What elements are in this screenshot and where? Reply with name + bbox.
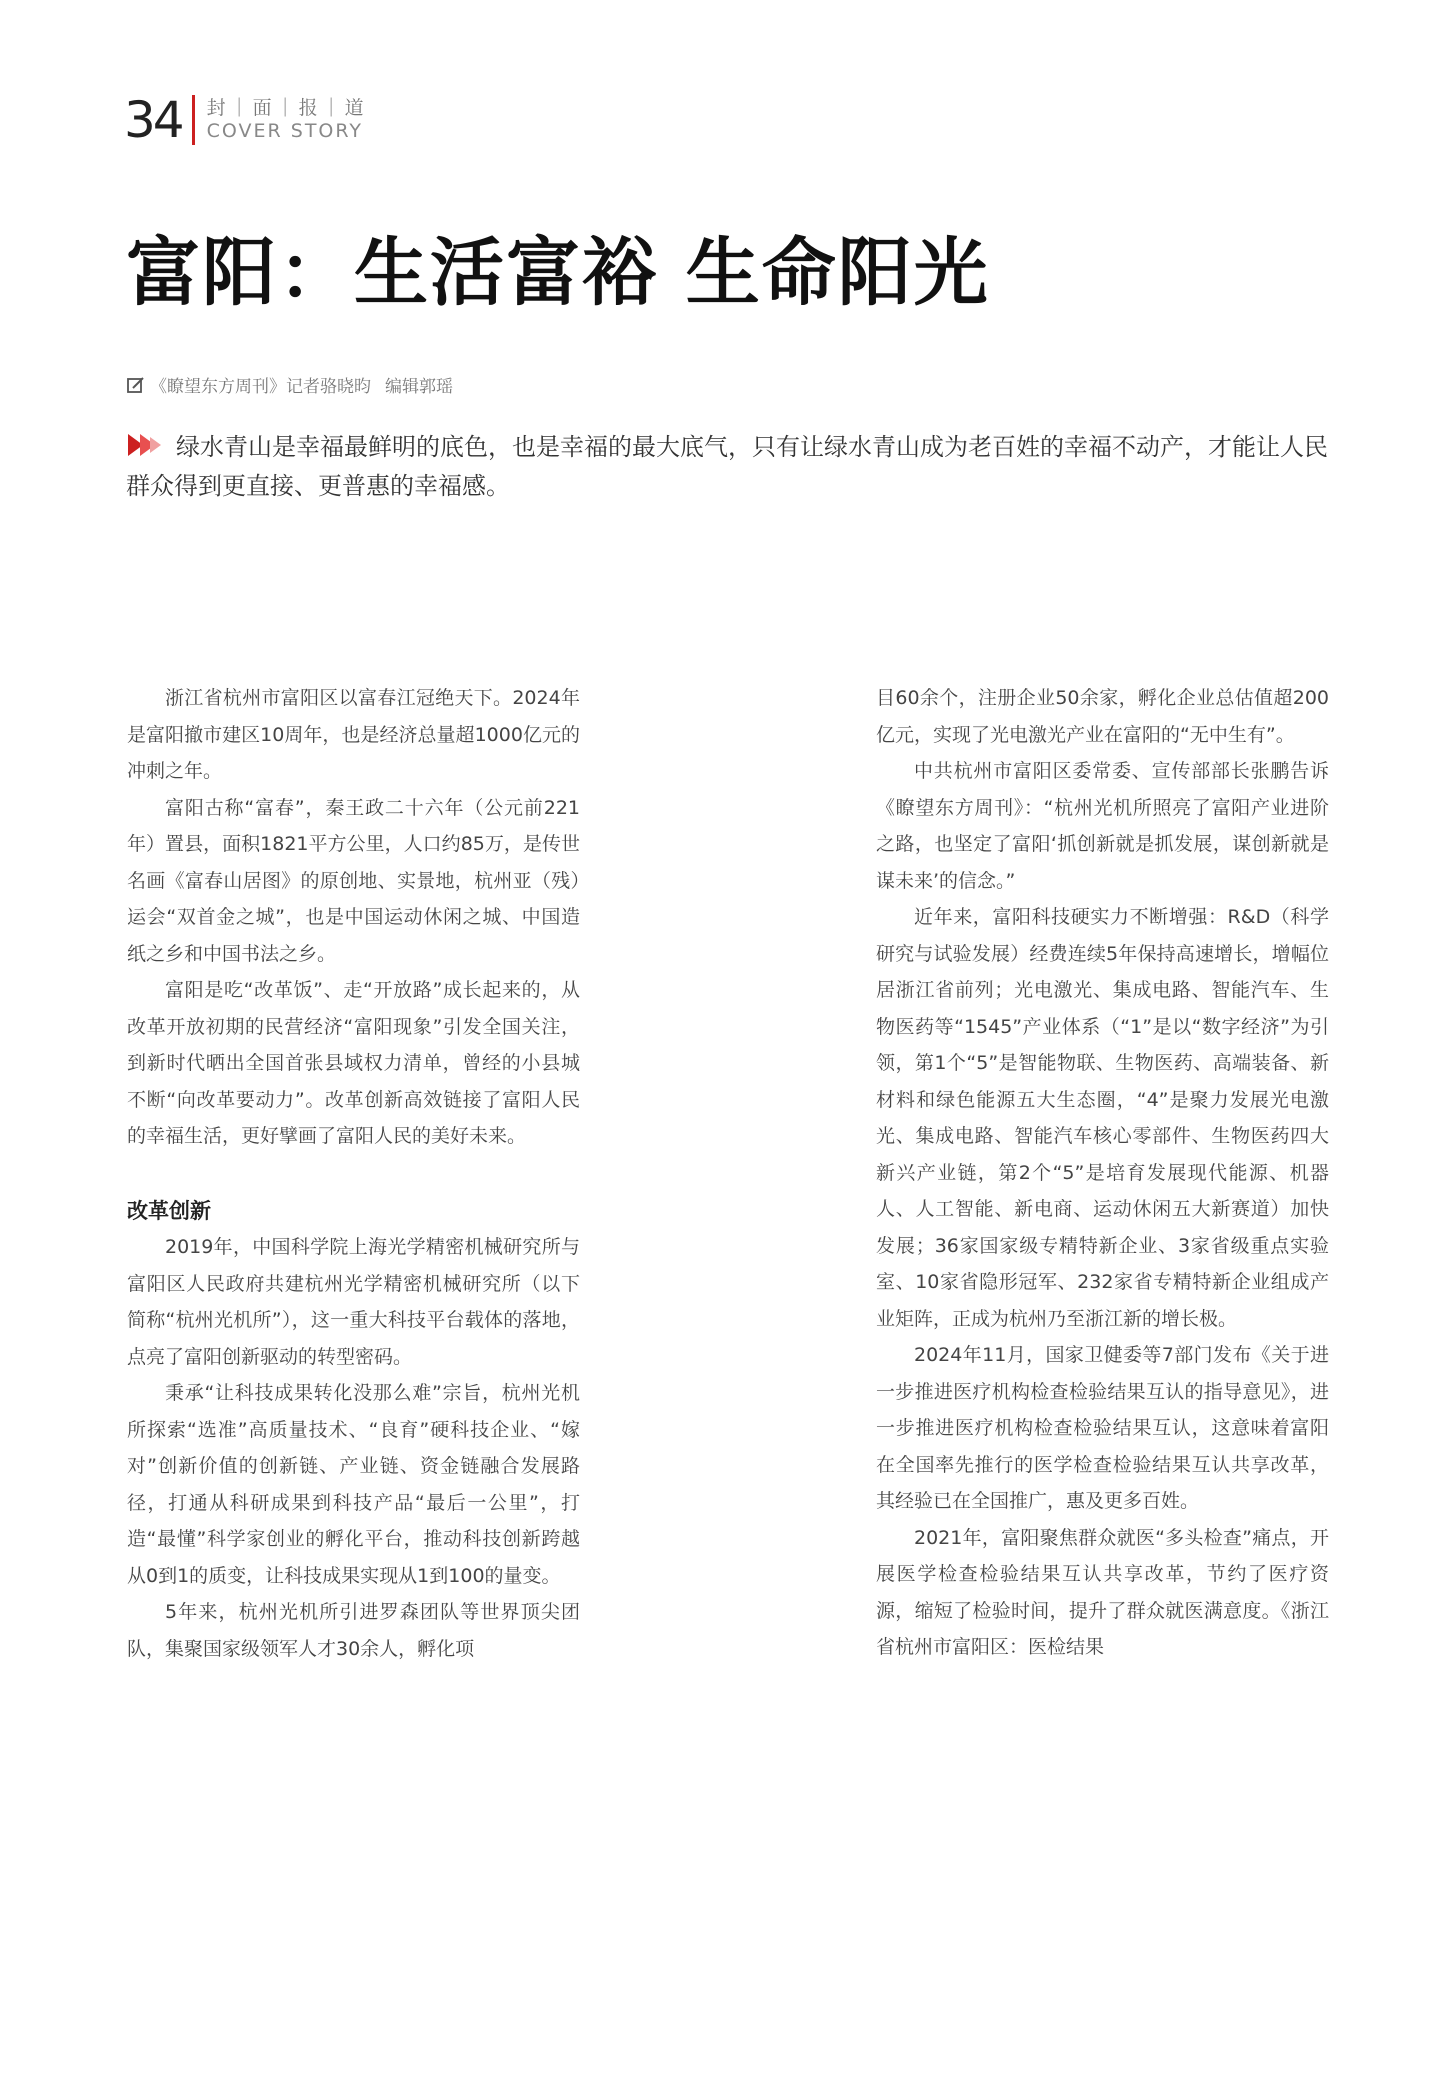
section-labels (207, 98, 368, 142)
body-paragraph: 富阳古称“富春”，秦王政二十六年（公元前221年）置县，面积1821平方公里，人口约85万，是传世名画《富春山居图》的原创地、实景地，杭州亚（残）运会“双首金之城”，也是中国运动休闲之城、中国造纸之乡和中国书法之乡。 (127, 796, 580, 965)
body-paragraph: 中共杭州市富阳区委常委、宣传部部长张鹏告诉《瞭望东方周刊》：“杭州光机所照亮了富阳产业进阶之路，也坚定了富阳‘抓创新就是抓发展，谋创新就是谋未来’的信念。” (876, 760, 1329, 892)
body-paragraph: 2024年11月，国家卫健委等7部门发布《关于进一步推进医疗机构检查检验结果互认的指导意见》，进一步推进医疗机构检查检验结果互认，这意味着富阳在全国率先推行的医学检查检验结果互认共享改革，其经验已在全国推广，惠及更多百姓。 (876, 1344, 1329, 1512)
double-arrow-icon (126, 433, 164, 457)
lead-text: 绿水青山是幸福最鲜明的底色，也是幸福的最大底气，只有让绿水青山成为老百姓的幸福不动产，才能让人民群众得到更直接、更普惠的幸福感。 (126, 433, 1328, 500)
byline (126, 372, 453, 397)
edit-icon (126, 375, 146, 395)
body-paragraph: 2021年，富阳聚焦群众就医“多头检查”痛点，开展医学检查检验结果互认共享改革，节约了医疗资源，缩短了检验时间，提升了群众就医满意度。《浙江省杭州市富阳区：医检结果 (876, 1526, 1329, 1658)
body-paragraph: 近年来，富阳科技硬实力不断增强：R&D（科学研究与试验发展）经费连续5年保持高速增长，增幅位居浙江省前列；光电激光、集成电路、智能汽车、生物医药等“1545”产业体系（“1”是以“数字经济”为引领，第1个“5”是智能物联、生物医药、高端装备、新材料和绿色能源五大生态圈，“4”是聚力发展光电激光、集成电路、智能汽车核心零部件、生物医药四大新兴产业链，第2个“5”是培育发展现代能源、机器人、人工智能、新电商、运动休闲五大新赛道）加快发展；36家国家级专精特新企业、3家省级重点实验室、10家省隐形冠军、232家省专精特新企业组成产业矩阵，正成为杭州乃至浙江新的增长极。 (876, 906, 1329, 1330)
body-paragraph: 富阳是吃“改革饭”、走“开放路”成长起来的，从改革开放初期的民营经济“富阳现象”引发全国关注，到新时代晒出全国首张县域权力清单，曾经的小县城不断“向改革要动力”。改革创新高效链接了富阳人民的幸福生活，更好擘画了富阳人民的美好未来。 (127, 979, 580, 1147)
body-paragraph: 秉承“让科技成果转化没那么难”宗旨，杭州光机所探索“选准”高质量技术、“良育”硬科技企业、“嫁对”创新价值的创新链、产业链、资金链融合发展路径，打通从科研成果到科技产品“最后一公里”，打造“最懂”科学家创业的孵化平台，推动科技创新跨越从0到1的质变，让科技成果实现从1到100的量变。 (127, 1382, 580, 1587)
section-heading: 改革创新 (127, 1198, 211, 1223)
byline-editor-label: 编辑 (385, 377, 419, 397)
byline-editor: 郭瑶 (419, 377, 453, 397)
lead-paragraph (126, 428, 1328, 506)
page-header (124, 90, 368, 150)
section-label-cn: 封｜面｜报｜道 (206, 97, 368, 120)
left-column (127, 680, 580, 1667)
body-paragraph: 浙江省杭州市富阳区以富春江冠绝天下。2024年是富阳撤市建区10周年，也是经济总量超1000亿元的冲刺之年。 (127, 687, 580, 782)
body-paragraph: 5年来，杭州光机所引进罗森团队等世界顶尖团队，集聚国家级领军人才30余人，孵化项 (127, 1601, 580, 1660)
header-divider (192, 95, 195, 145)
section-label-en: COVER STORY (206, 120, 363, 142)
byline-reporter: 骆晓昀 (320, 377, 371, 397)
right-column (876, 680, 1329, 1666)
byline-source: 《瞭望东方周刊》记者 (150, 377, 320, 397)
article-title: 富阳：生活富裕 生命阳光 (126, 230, 990, 316)
body-paragraph: 2019年，中国科学院上海光学精密机械研究所与富阳区人民政府共建杭州光学精密机械研究所（以下简称“杭州光机所”），这一重大科技平台载体的落地，点亮了富阳创新驱动的转型密码。 (127, 1236, 580, 1368)
body-paragraph-continued: 目60余个，注册企业50余家，孵化企业总估值超200亿元，实现了光电激光产业在富阳的“无中生有”。 (876, 687, 1329, 746)
page-number: 34 (124, 91, 182, 149)
